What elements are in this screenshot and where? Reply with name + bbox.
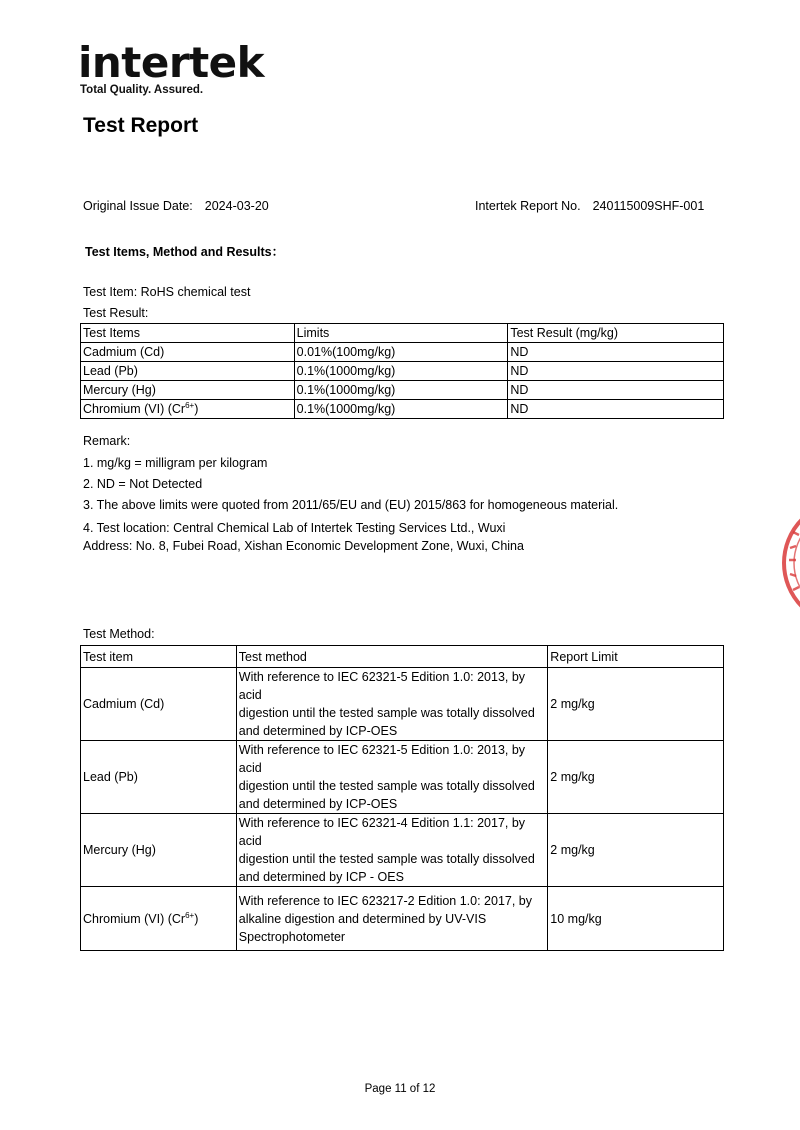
item-cell: Cadmium (Cd) bbox=[81, 343, 295, 362]
remark-2: 2. ND = Not Detected bbox=[83, 477, 203, 491]
table-row bbox=[81, 887, 724, 951]
report-number-value: 240115009SHF-001 bbox=[592, 199, 705, 213]
table-row bbox=[81, 362, 724, 381]
method-cell bbox=[236, 887, 548, 951]
report-number bbox=[475, 199, 704, 213]
method-line: digestion until the tested sample was totally dissolved bbox=[238, 852, 535, 866]
item-cell: Lead (Pb) bbox=[81, 741, 237, 814]
method-line: With reference to IEC 62321-5 Edition 1.0: 2013, by acid bbox=[238, 743, 526, 775]
result-cell: ND bbox=[508, 343, 724, 362]
page-title: Test Report bbox=[83, 114, 199, 137]
method-cell bbox=[236, 814, 548, 887]
table-row bbox=[81, 741, 724, 814]
method-line: alkaline digestion and determined by UV-VIS bbox=[238, 911, 487, 926]
header-cell: Limits bbox=[294, 324, 508, 343]
item-cell: Cadmium (Cd) bbox=[81, 668, 237, 741]
section-heading: Test Items, Method and Results： bbox=[85, 245, 285, 259]
item-superscript: 6+ bbox=[185, 910, 195, 920]
company-seal-stamp bbox=[776, 488, 800, 638]
header-cell: Report Limit bbox=[548, 646, 724, 668]
table-row bbox=[81, 381, 724, 400]
method-line: With reference to IEC 623217-2 Edition 1.0: 2017, by bbox=[238, 893, 533, 908]
method-line: Spectrophotometer bbox=[238, 929, 346, 944]
item-text: Chromium (VI) (Cr bbox=[83, 911, 186, 926]
results-table bbox=[80, 323, 724, 419]
logo-tagline: Total Quality. Assured. bbox=[80, 84, 204, 96]
result-cell: ND bbox=[508, 381, 724, 400]
remark-4: 4. Test location: Central Chemical Lab of Intertek Testing Services Ltd., Wuxi bbox=[83, 521, 506, 535]
remark-address: Address: No. 8, Fubei Road, Xishan Economic Development Zone, Wuxi, China bbox=[83, 539, 524, 553]
page-number: Page 11 of 12 bbox=[364, 1083, 436, 1095]
item-cell: Mercury (Hg) bbox=[81, 814, 237, 887]
result-cell: ND bbox=[508, 400, 724, 419]
remark-3: 3. The above limits were quoted from 2011/65/EU and (EU) 2015/863 for homogeneous material. bbox=[83, 498, 619, 512]
table-row bbox=[81, 343, 724, 362]
item-text-end: ) bbox=[194, 911, 199, 926]
header-cell: Test method bbox=[236, 646, 548, 668]
report-limit-cell: 2 mg/kg bbox=[548, 668, 724, 741]
method-line: and determined by ICP-OES bbox=[238, 724, 398, 738]
issue-date-label: Original Issue Date: bbox=[83, 199, 193, 213]
table-row bbox=[81, 400, 724, 419]
item-cell bbox=[81, 887, 237, 951]
remark-label: Remark: bbox=[83, 434, 131, 448]
test-result-label: Test Result: bbox=[83, 306, 149, 320]
method-cell bbox=[236, 668, 548, 741]
issue-date bbox=[83, 199, 269, 213]
methods-table bbox=[80, 645, 724, 951]
item-superscript: 6+ bbox=[185, 400, 195, 410]
method-line: and determined by ICP - OES bbox=[238, 870, 404, 884]
test-method-label: Test Method: bbox=[83, 627, 155, 641]
report-limit-cell: 2 mg/kg bbox=[548, 741, 724, 814]
item-cell: Mercury (Hg) bbox=[81, 381, 295, 400]
remark-1: 1. mg/kg = milligram per kilogram bbox=[83, 456, 268, 470]
report-number-label: Intertek Report No. bbox=[475, 199, 581, 213]
method-cell bbox=[236, 741, 548, 814]
method-line: and determined by ICP-OES bbox=[238, 797, 398, 811]
header-cell: Test item bbox=[81, 646, 237, 668]
table-header-row bbox=[81, 324, 724, 343]
item-text: Chromium (VI) (Cr bbox=[83, 402, 186, 416]
table-row bbox=[81, 814, 724, 887]
issue-date-value: 2024-03-20 bbox=[204, 199, 269, 213]
result-cell: ND bbox=[508, 362, 724, 381]
intertek-logo: intertek bbox=[78, 38, 265, 87]
limit-cell: 0.1%(1000mg/kg) bbox=[294, 362, 508, 381]
limit-cell: 0.1%(1000mg/kg) bbox=[294, 400, 508, 419]
table-header-row bbox=[81, 646, 724, 668]
method-line: With reference to IEC 62321-4 Edition 1.1: 2017, by acid bbox=[238, 816, 526, 848]
report-limit-cell: 2 mg/kg bbox=[548, 814, 724, 887]
item-cell bbox=[81, 400, 295, 419]
item-text-end: ) bbox=[194, 402, 199, 416]
limit-cell: 0.1%(1000mg/kg) bbox=[294, 381, 508, 400]
limit-cell: 0.01%(100mg/kg) bbox=[294, 343, 508, 362]
header-cell: Test Items bbox=[81, 324, 295, 343]
test-item-line: Test Item: RoHS chemical test bbox=[83, 285, 251, 299]
table-row bbox=[81, 668, 724, 741]
header-cell: Test Result (mg/kg) bbox=[508, 324, 724, 343]
report-limit-cell: 10 mg/kg bbox=[548, 887, 724, 951]
method-line: With reference to IEC 62321-5 Edition 1.0: 2013, by acid bbox=[238, 670, 526, 702]
method-line: digestion until the tested sample was totally dissolved bbox=[238, 779, 535, 793]
method-line: digestion until the tested sample was totally dissolved bbox=[238, 706, 535, 720]
item-cell: Lead (Pb) bbox=[81, 362, 295, 381]
